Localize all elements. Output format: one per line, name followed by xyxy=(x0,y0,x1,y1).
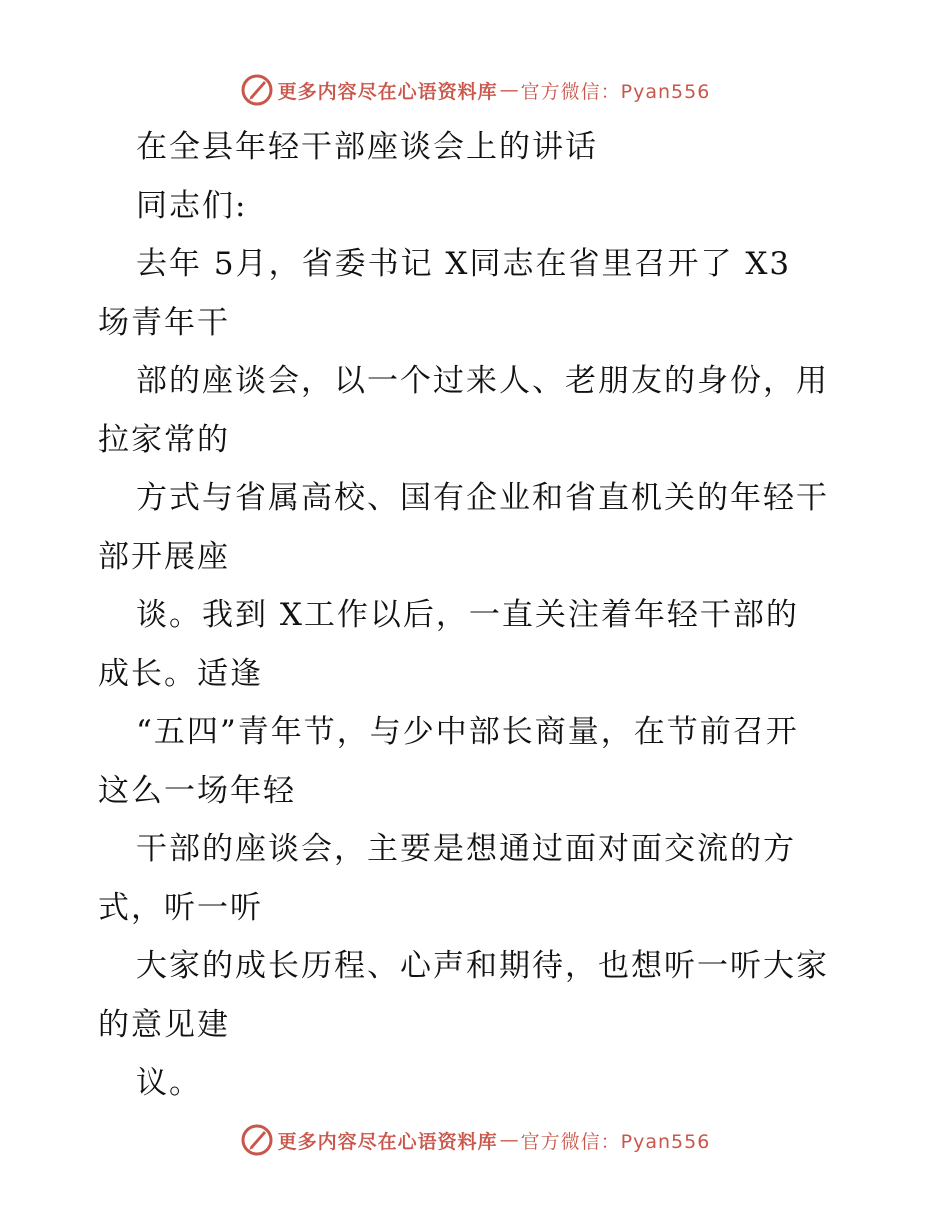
paragraph-line: 去年 5月，省委书记 X同志在省里召开了 X3 xyxy=(136,246,792,282)
footer-watermark xyxy=(0,1120,950,1160)
paragraph-line: 式，听一听 xyxy=(98,889,263,926)
quill-pen-icon xyxy=(240,1123,274,1157)
watermark-dash: — xyxy=(499,79,519,101)
document-title: 在全县年轻干部座谈会上的讲话 xyxy=(136,129,598,165)
watermark-contact-text: 官方微信：Pyan556 xyxy=(520,1130,711,1153)
paragraph-line: 场青年干 xyxy=(98,304,230,341)
watermark-brand-text: 更多内容尽在心语资料库 xyxy=(277,1130,498,1153)
paragraph-line: 这么一场年轻 xyxy=(98,772,296,809)
paragraph-line: 部的座谈会，以一个过来人、老朋友的身份，用 xyxy=(136,363,829,399)
paragraph-line: 的意见建 xyxy=(98,1006,230,1043)
paragraph-line: 方式与省属高校、国有企业和省直机关的年轻干 xyxy=(136,480,829,516)
paragraph-line: 议。 xyxy=(136,1065,202,1101)
watermark-dash: — xyxy=(499,1129,519,1151)
paragraph-line: “五四”青年节，与少中部长商量，在节前召开 xyxy=(136,714,799,750)
quill-pen-icon xyxy=(240,73,274,107)
salutation: 同志们: xyxy=(136,187,248,224)
watermark-brand-text: 更多内容尽在心语资料库 xyxy=(277,80,498,103)
paragraph-line: 干部的座谈会，主要是想通过面对面交流的方 xyxy=(136,831,796,867)
paragraph-line: 拉家常的 xyxy=(98,421,230,458)
paragraph-line: 部开展座 xyxy=(98,538,230,575)
paragraph-line: 大家的成长历程、心声和期待，也想听一听大家 xyxy=(136,948,829,984)
header-watermark xyxy=(0,70,950,110)
paragraph-line: 谈。我到 X工作以后，一直关注着年轻干部的 xyxy=(136,597,799,633)
document-body xyxy=(98,118,868,1113)
paragraph-line: 成长。适逢 xyxy=(98,655,263,692)
watermark-contact-text: 官方微信：Pyan556 xyxy=(520,80,711,103)
